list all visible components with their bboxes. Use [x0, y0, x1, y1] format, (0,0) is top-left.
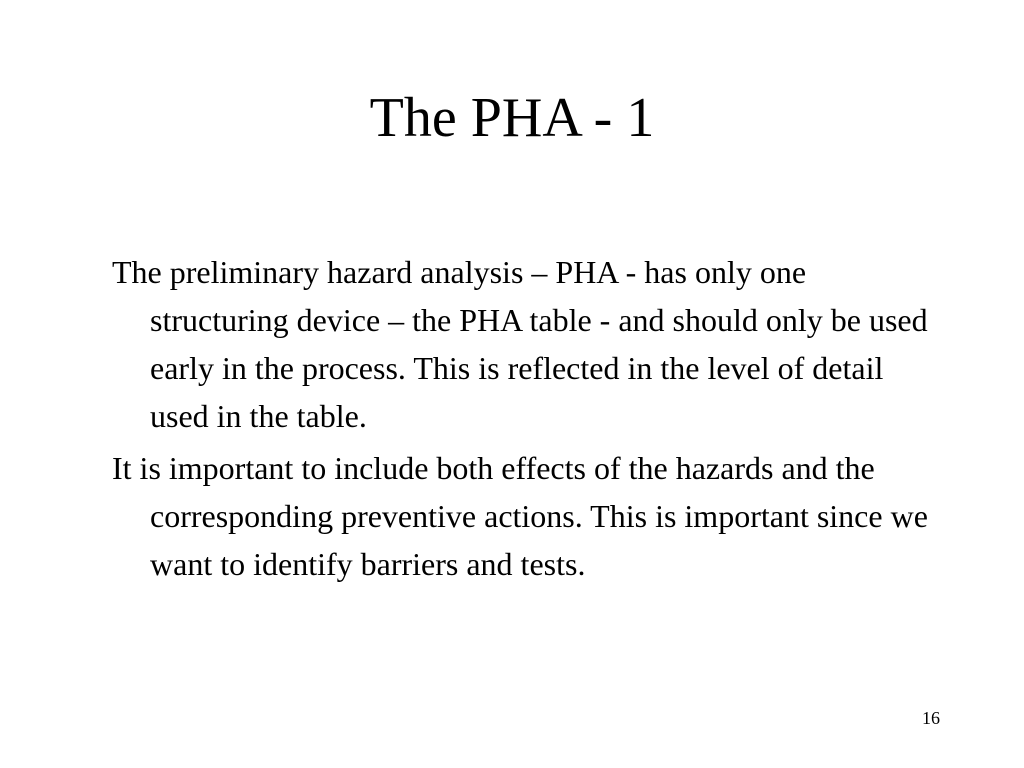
slide-body: [112, 248, 932, 592]
paragraph-pha-description: The preliminary hazard analysis – PHA - has only one structuring device – the PHA table - and should only be used early in the process. This is reflected in the level of detail used in the table.: [112, 254, 928, 434]
paragraph-effects-and-actions: It is important to include both effects of the hazards and the corresponding preventive actions. This is important since we want to identify barriers and tests.: [112, 450, 928, 582]
slide-title: The PHA - 1: [369, 87, 655, 149]
page-number: 16: [922, 708, 940, 728]
